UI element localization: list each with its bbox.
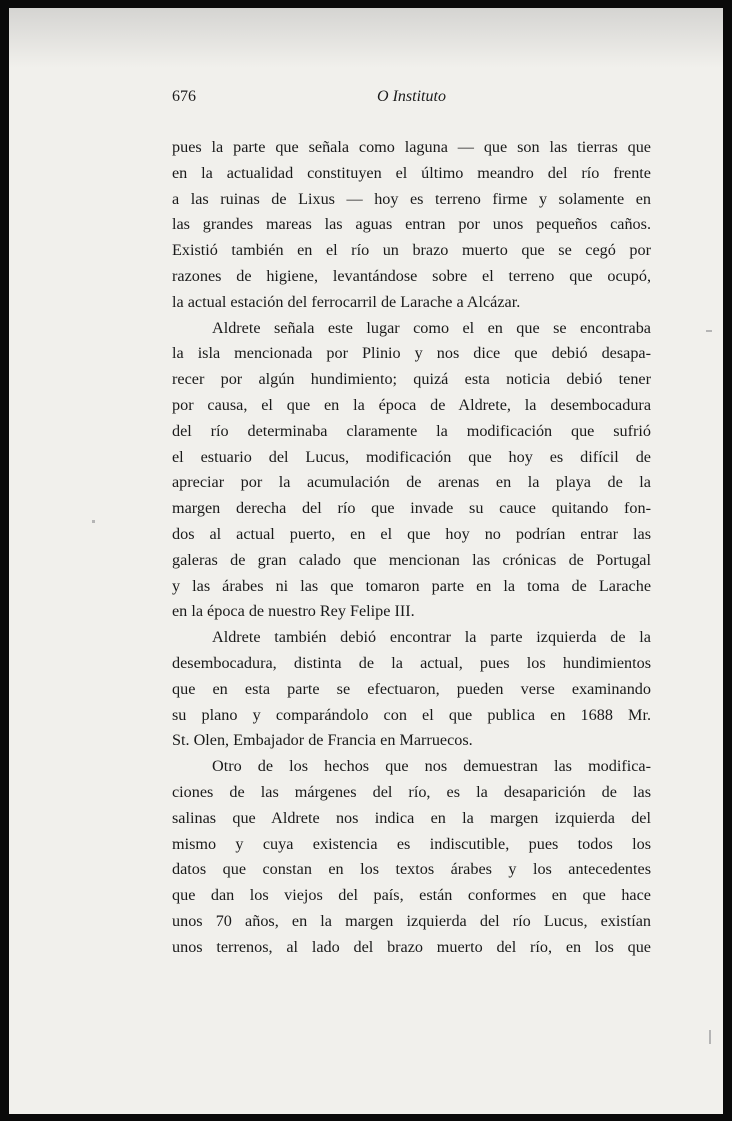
running-title: O Instituto — [377, 88, 446, 105]
text-line: por causa, el que en la época de Aldrete, la desembocadura — [172, 395, 651, 414]
running-head — [172, 88, 651, 110]
text-line: unos 70 años, en la margen izquierda del río Lucus, existían — [172, 911, 651, 930]
text-line: margen derecha del río que invade su cauce quitando fon- — [172, 499, 651, 518]
text-line: pues la parte que señala como laguna — que son las tierras que — [172, 138, 651, 156]
text-line: que dan los viejos del país, están conformes en que hace — [172, 886, 651, 905]
scanned-page — [9, 8, 723, 1114]
text-line: Aldrete también debió encontrar la parte izquierda de la — [212, 628, 651, 647]
text-line: su plano y comparándolo con el que publica en 1688 Mr. — [172, 705, 651, 724]
text-line: en la época de nuestro Rey Felipe III. — [172, 602, 415, 621]
text-line: Otro de los hechos que nos demuestran las modifica- — [212, 757, 651, 776]
text-line: las grandes mareas las aguas entran por unos pequeños caños. — [172, 215, 651, 234]
text-line: y las árabes ni las que tomaron parte en la toma de Larache — [172, 576, 651, 595]
text-line: a las ruinas de Lixus — hoy es terreno firme y solamente en — [172, 189, 651, 208]
scan-speck — [92, 520, 95, 523]
text-line: galeras de gran calado que mencionan las crónicas de Portugal — [172, 550, 651, 569]
text-line: razones de higiene, levantándose sobre el terreno que ocupó, — [172, 266, 651, 285]
text-line: la isla mencionada por Plinio y nos dice que debió desapa- — [172, 344, 651, 363]
text-line: St. Olen, Embajador de Francia en Marruecos. — [172, 731, 473, 750]
body-text — [172, 135, 651, 961]
text-line: apreciar por la acumulación de arenas en la playa de la — [172, 473, 651, 492]
text-line: ciones de las márgenes del río, es la desaparición de las — [172, 782, 651, 801]
text-line: unos terrenos, al lado del brazo muerto del río, en los que — [172, 937, 651, 956]
text-line: dos al actual puerto, en el que hoy no podrían entrar las — [172, 524, 651, 543]
text-line: del río determinaba claramente la modificación que sufrió — [172, 421, 651, 440]
text-line: Existió también en el río un brazo muerto que se cegó por — [172, 241, 651, 260]
scan-speck — [706, 330, 712, 332]
text-line: salinas que Aldrete nos indica en la margen izquierda del — [172, 808, 651, 827]
text-line: que en esta parte se efectuaron, pueden verse examinando — [172, 679, 651, 698]
text-line: el estuario del Lucus, modificación que hoy es difícil de — [172, 447, 651, 466]
page-number: 676 — [172, 88, 196, 105]
text-line: en la actualidad constituyen el último meandro del río frente — [172, 163, 651, 182]
text-line: recer por algún hundimiento; quizá esta noticia debió tener — [172, 370, 651, 389]
text-line: Aldrete señala este lugar como el en que se encontraba — [212, 318, 651, 337]
text-line: la actual estación del ferrocarril de Larache a Alcázar. — [172, 292, 521, 311]
text-line: datos que constan en los textos árabes y los antecedentes — [172, 860, 651, 879]
text-line: desembocadura, distinta de la actual, pues los hundimientos — [172, 653, 651, 672]
text-line: mismo y cuya existencia es indiscutible, pues todos los — [172, 834, 651, 853]
scan-speck — [709, 1030, 711, 1044]
scan-shadow — [9, 8, 723, 68]
